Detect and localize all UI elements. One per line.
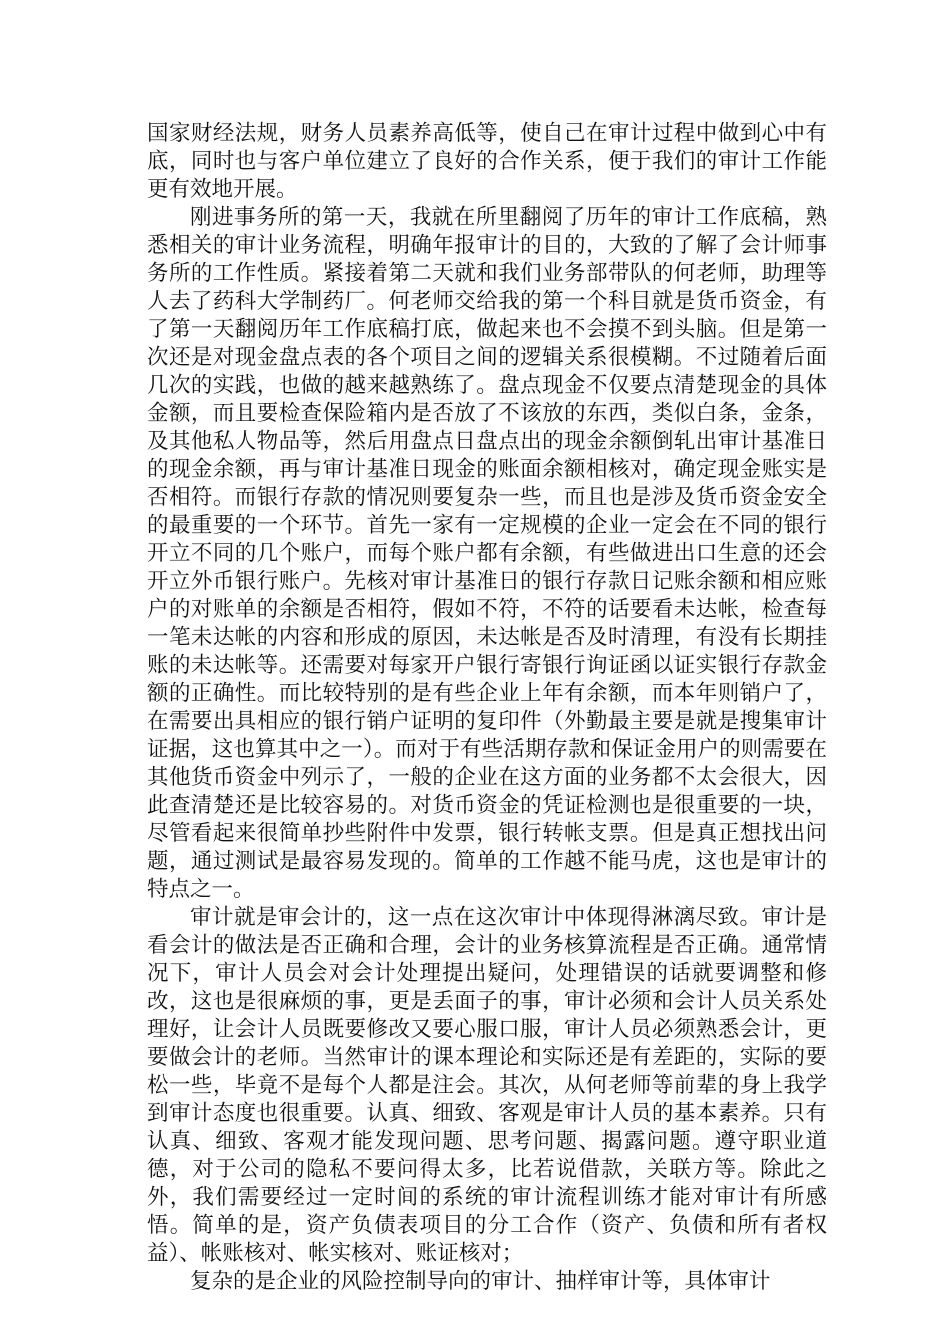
body-text (147, 120, 827, 1296)
paragraph-cash-audit: 刚进事务所的第一天，我就在所里翻阅了历年的审计工作底稿，熟悉相关的审计业务流程，明确年报审计的目的，大致的了解了会计师事务所的工作性质。紧接着第二天就和我们业务部带队的何老师，助理等人去了药科大学制药厂。何老师交给我的第一个科目就是货币资金，有了第一天翻阅历年工作底稿打底，做起来也不会摸不到头脑。但是第一次还是对现金盘点表的各个项目之间的逻辑关系很模糊。不过随着后面几次的实践，也做的越来越熟练了。盘点现金不仅要点清楚现金的具体金额，而且要检查保险箱内是否放了不该放的东西，类似白条，金条，及其他私人物品等，然后用盘点日盘点出的现金余额倒轧出审计基准日的现金余额，再与审计基准日现金的账面余额相核对，确定现金账实是否相符。而银行存款的情况则要复杂一些，而且也是涉及货币资金安全的最重要的一个环节。首先一家有一定规模的企业一定会在不同的银行开立不同的几个账户，而每个账户都有余额，有些做进出口生意的还会开立外币银行账户。先核对审计基准日的银行存款日记账余额和相应账户的对账单的余额是否相符，假如不符，不符的话要看未达帐，检查每一笔未达帐的内容和形成的原因，未达帐是否及时清理，有没有长期挂账的未达帐等。还需要对每家开户银行寄银行询证函以证实银行存款金额的正确性。而比较特别的是有些企业上年有余额，而本年则销户了，在需要出具相应的银行销户证明的复印件（外勤最主要是就是搜集审计证据，这也算其中之一）。而对于有些活期存款和保证金用户的则需要在其他货币资金中列示了，一般的企业在这方面的业务都不太会很大，因此查清楚还是比较容易的。对货币资金的凭证检测也是很重要的一块，尽管看起来很简单抄些附件中发票，银行转帐支票。但是真正想找出问题，通过测试是最容易发现的。简单的工作越不能马虎，这也是审计的特点之一。 (147, 205, 827, 902)
paragraph-audit-attitude: 审计就是审会计的，这一点在这次审计中体现得淋漓尽致。审计是看会计的做法是否正确和合理，会计的业务核算流程是否正确。通常情况下，审计人员会对会计处理提出疑问，处理错误的话就要调整和修改，这也是很麻烦的事，更是丢面子的事，审计必须和会计人员关系处理好，让会计人员既要修改又要心服口服，审计人员必须熟悉会计，更要做会计的老师。当然审计的课本理论和实际还是有差距的，实际的要松一些，毕竟不是每个人都是注会。其次，从何老师等前辈的身上我学到审计态度也很重要。认真、细致、客观是审计人员的基本素养。只有认真、细致、客观才能发现问题、思考问题、揭露问题。遵守职业道德，对于公司的隐私不要问得太多，比若说借款，关联方等。除此之外，我们需要经过一定时间的系统的审计流程训练才能对审计有所感悟。简单的是，资产负债表项目的分工合作（资产、负债和所有者权益）、帐账核对、帐实核对、账证核对； (147, 905, 827, 1266)
paragraph-continued: 国家财经法规，财务人员素养高低等，使自己在审计过程中做到心中有底，同时也与客户单位建立了良好的合作关系，便于我们的审计工作能更有效地开展。 (147, 121, 827, 202)
paragraph-complex-audit: 复杂的是企业的风险控制导向的审计、抽样审计等，具体审计 (190, 1269, 771, 1294)
